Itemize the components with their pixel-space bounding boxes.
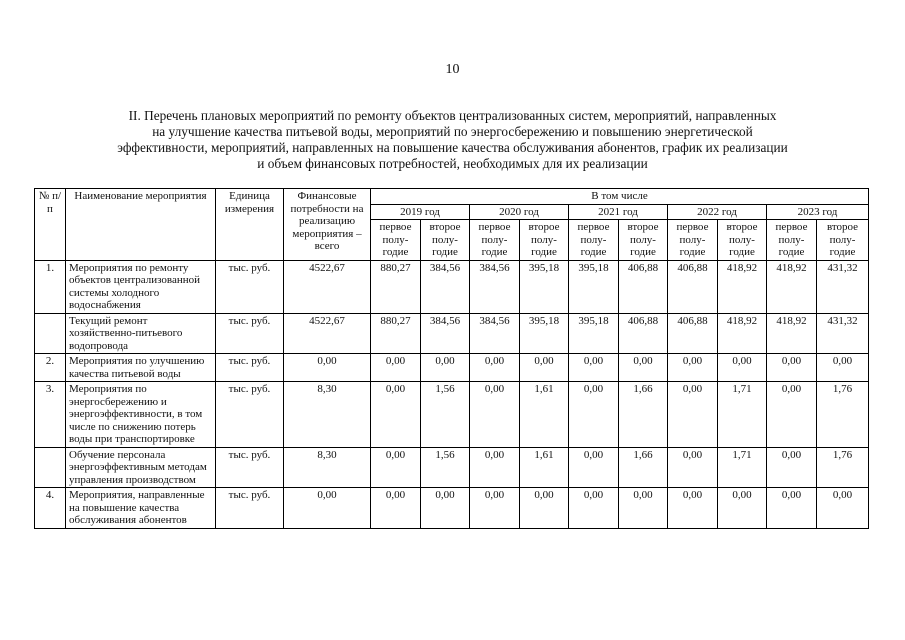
row-num (35, 313, 66, 354)
row-value-cell: 1,66 (619, 447, 668, 488)
row-value-cell: 418,92 (767, 313, 817, 354)
row-num: 1. (35, 260, 66, 313)
row-value-cell: 1,61 (520, 447, 569, 488)
row-value-cell: 0,00 (817, 488, 869, 529)
table-row (35, 488, 869, 529)
row-value-cell: 0,00 (569, 488, 619, 529)
table-body (35, 260, 869, 528)
row-total: 8,30 (284, 447, 371, 488)
row-value-cell: 0,00 (520, 354, 569, 382)
table-row (35, 313, 869, 354)
row-value-cell: 0,00 (470, 488, 520, 529)
row-unit: тыс. руб. (216, 313, 284, 354)
row-value-cell: 1,76 (817, 382, 869, 448)
header-first-half: первое полу-годие (371, 220, 421, 261)
row-value-cell: 384,56 (470, 313, 520, 354)
row-value-cell: 0,00 (767, 382, 817, 448)
row-value-cell: 406,88 (668, 313, 718, 354)
header-second-half: второе полу-годие (421, 220, 470, 261)
row-name: Мероприятия по энергосбережению и энергоэффективности, в том числе по снижению потерь воды при транспортировке (66, 382, 216, 448)
row-value-cell: 0,00 (470, 382, 520, 448)
row-total: 0,00 (284, 354, 371, 382)
row-value-cell: 0,00 (520, 488, 569, 529)
header-first-half: первое полу-годие (470, 220, 520, 261)
row-value-cell: 395,18 (569, 260, 619, 313)
row-num (35, 447, 66, 488)
row-value-cell: 395,18 (520, 313, 569, 354)
row-value-cell: 0,00 (767, 488, 817, 529)
row-unit: тыс. руб. (216, 260, 284, 313)
table-row (35, 260, 869, 313)
row-value-cell: 0,00 (718, 488, 767, 529)
row-value-cell: 1,56 (421, 382, 470, 448)
row-value-cell: 0,00 (371, 488, 421, 529)
row-value-cell: 418,92 (718, 260, 767, 313)
title-line: эффективности, мероприятий, направленных на повышение качества обслуживания абонентов, график их реализации (117, 140, 788, 155)
header-first-half: первое полу-годие (668, 220, 718, 261)
row-value-cell: 0,00 (668, 447, 718, 488)
row-name: Мероприятия, направленные на повышение качества обслуживания абонентов (66, 488, 216, 529)
row-value-cell: 0,00 (371, 382, 421, 448)
row-value-cell: 1,76 (817, 447, 869, 488)
header-including: В том числе (371, 189, 869, 205)
section-title (40, 108, 865, 172)
header-year: 2019 год (371, 204, 470, 220)
row-num: 3. (35, 382, 66, 448)
header-finance: Финансовые потребности на реализацию мероприятия – всего (284, 189, 371, 261)
row-value-cell: 0,00 (569, 447, 619, 488)
row-value-cell: 0,00 (619, 354, 668, 382)
header-name: Наименование мероприятия (66, 189, 216, 261)
row-value-cell: 0,00 (421, 488, 470, 529)
table-row (35, 382, 869, 448)
row-unit: тыс. руб. (216, 447, 284, 488)
header-unit: Единица измерения (216, 189, 284, 261)
table-row (35, 354, 869, 382)
row-value-cell: 0,00 (371, 447, 421, 488)
row-value-cell: 384,56 (421, 313, 470, 354)
row-value-cell: 0,00 (569, 354, 619, 382)
title-line: II. Перечень плановых мероприятий по ремонту объектов централизованных систем, мероприятий, направленных (128, 108, 777, 123)
row-value-cell: 880,27 (371, 313, 421, 354)
row-unit: тыс. руб. (216, 488, 284, 529)
header-year: 2022 год (668, 204, 767, 220)
row-value-cell: 406,88 (619, 260, 668, 313)
row-value-cell: 384,56 (470, 260, 520, 313)
row-total: 0,00 (284, 488, 371, 529)
row-total: 4522,67 (284, 260, 371, 313)
row-value-cell: 0,00 (470, 447, 520, 488)
row-value-cell: 0,00 (470, 354, 520, 382)
header-first-half: первое полу-годие (767, 220, 817, 261)
header-num: № п/п (35, 189, 66, 261)
row-value-cell: 0,00 (668, 488, 718, 529)
row-value-cell: 431,32 (817, 313, 869, 354)
row-value-cell: 1,66 (619, 382, 668, 448)
row-value-cell: 0,00 (569, 382, 619, 448)
row-value-cell: 431,32 (817, 260, 869, 313)
row-value-cell: 0,00 (668, 354, 718, 382)
row-name: Мероприятия по ремонту объектов централизованной системы холодного водоснабжения (66, 260, 216, 313)
row-value-cell: 0,00 (718, 354, 767, 382)
row-value-cell: 384,56 (421, 260, 470, 313)
row-value-cell: 0,00 (817, 354, 869, 382)
row-value-cell: 418,92 (767, 260, 817, 313)
row-value-cell: 1,56 (421, 447, 470, 488)
row-value-cell: 0,00 (421, 354, 470, 382)
row-value-cell: 406,88 (668, 260, 718, 313)
header-first-half: первое полу-годие (569, 220, 619, 261)
row-name: Обучение персонала энергоэффективным методам управления производством (66, 447, 216, 488)
header-year: 2023 год (767, 204, 869, 220)
row-value-cell: 0,00 (767, 354, 817, 382)
header-second-half: второе полу-годие (619, 220, 668, 261)
row-value-cell: 0,00 (668, 382, 718, 448)
header-year: 2021 год (569, 204, 668, 220)
header-second-half: второе полу-годие (817, 220, 869, 261)
title-line: на улучшение качества питьевой воды, мероприятий по энергосбережению и повышению энергетической (152, 124, 753, 139)
row-name: Текущий ремонт хозяйственно-питьевого водопровода (66, 313, 216, 354)
header-year: 2020 год (470, 204, 569, 220)
row-value-cell: 880,27 (371, 260, 421, 313)
row-value-cell: 395,18 (569, 313, 619, 354)
title-line: и объем финансовых потребностей, необходимых для их реализации (257, 156, 648, 171)
row-value-cell: 395,18 (520, 260, 569, 313)
header-second-half: второе полу-годие (520, 220, 569, 261)
row-num: 2. (35, 354, 66, 382)
table-header (35, 189, 869, 261)
row-num: 4. (35, 488, 66, 529)
row-value-cell: 418,92 (718, 313, 767, 354)
table-row (35, 447, 869, 488)
row-name: Мероприятия по улучшению качества питьевой воды (66, 354, 216, 382)
header-second-half: второе полу-годие (718, 220, 767, 261)
row-unit: тыс. руб. (216, 354, 284, 382)
row-value-cell: 406,88 (619, 313, 668, 354)
row-value-cell: 1,71 (718, 447, 767, 488)
row-value-cell: 1,71 (718, 382, 767, 448)
row-value-cell: 0,00 (371, 354, 421, 382)
measures-table (34, 188, 869, 529)
page-number: 10 (445, 62, 460, 77)
row-value-cell: 1,61 (520, 382, 569, 448)
row-total: 4522,67 (284, 313, 371, 354)
row-value-cell: 0,00 (767, 447, 817, 488)
row-unit: тыс. руб. (216, 382, 284, 448)
row-value-cell: 0,00 (619, 488, 668, 529)
row-total: 8,30 (284, 382, 371, 448)
